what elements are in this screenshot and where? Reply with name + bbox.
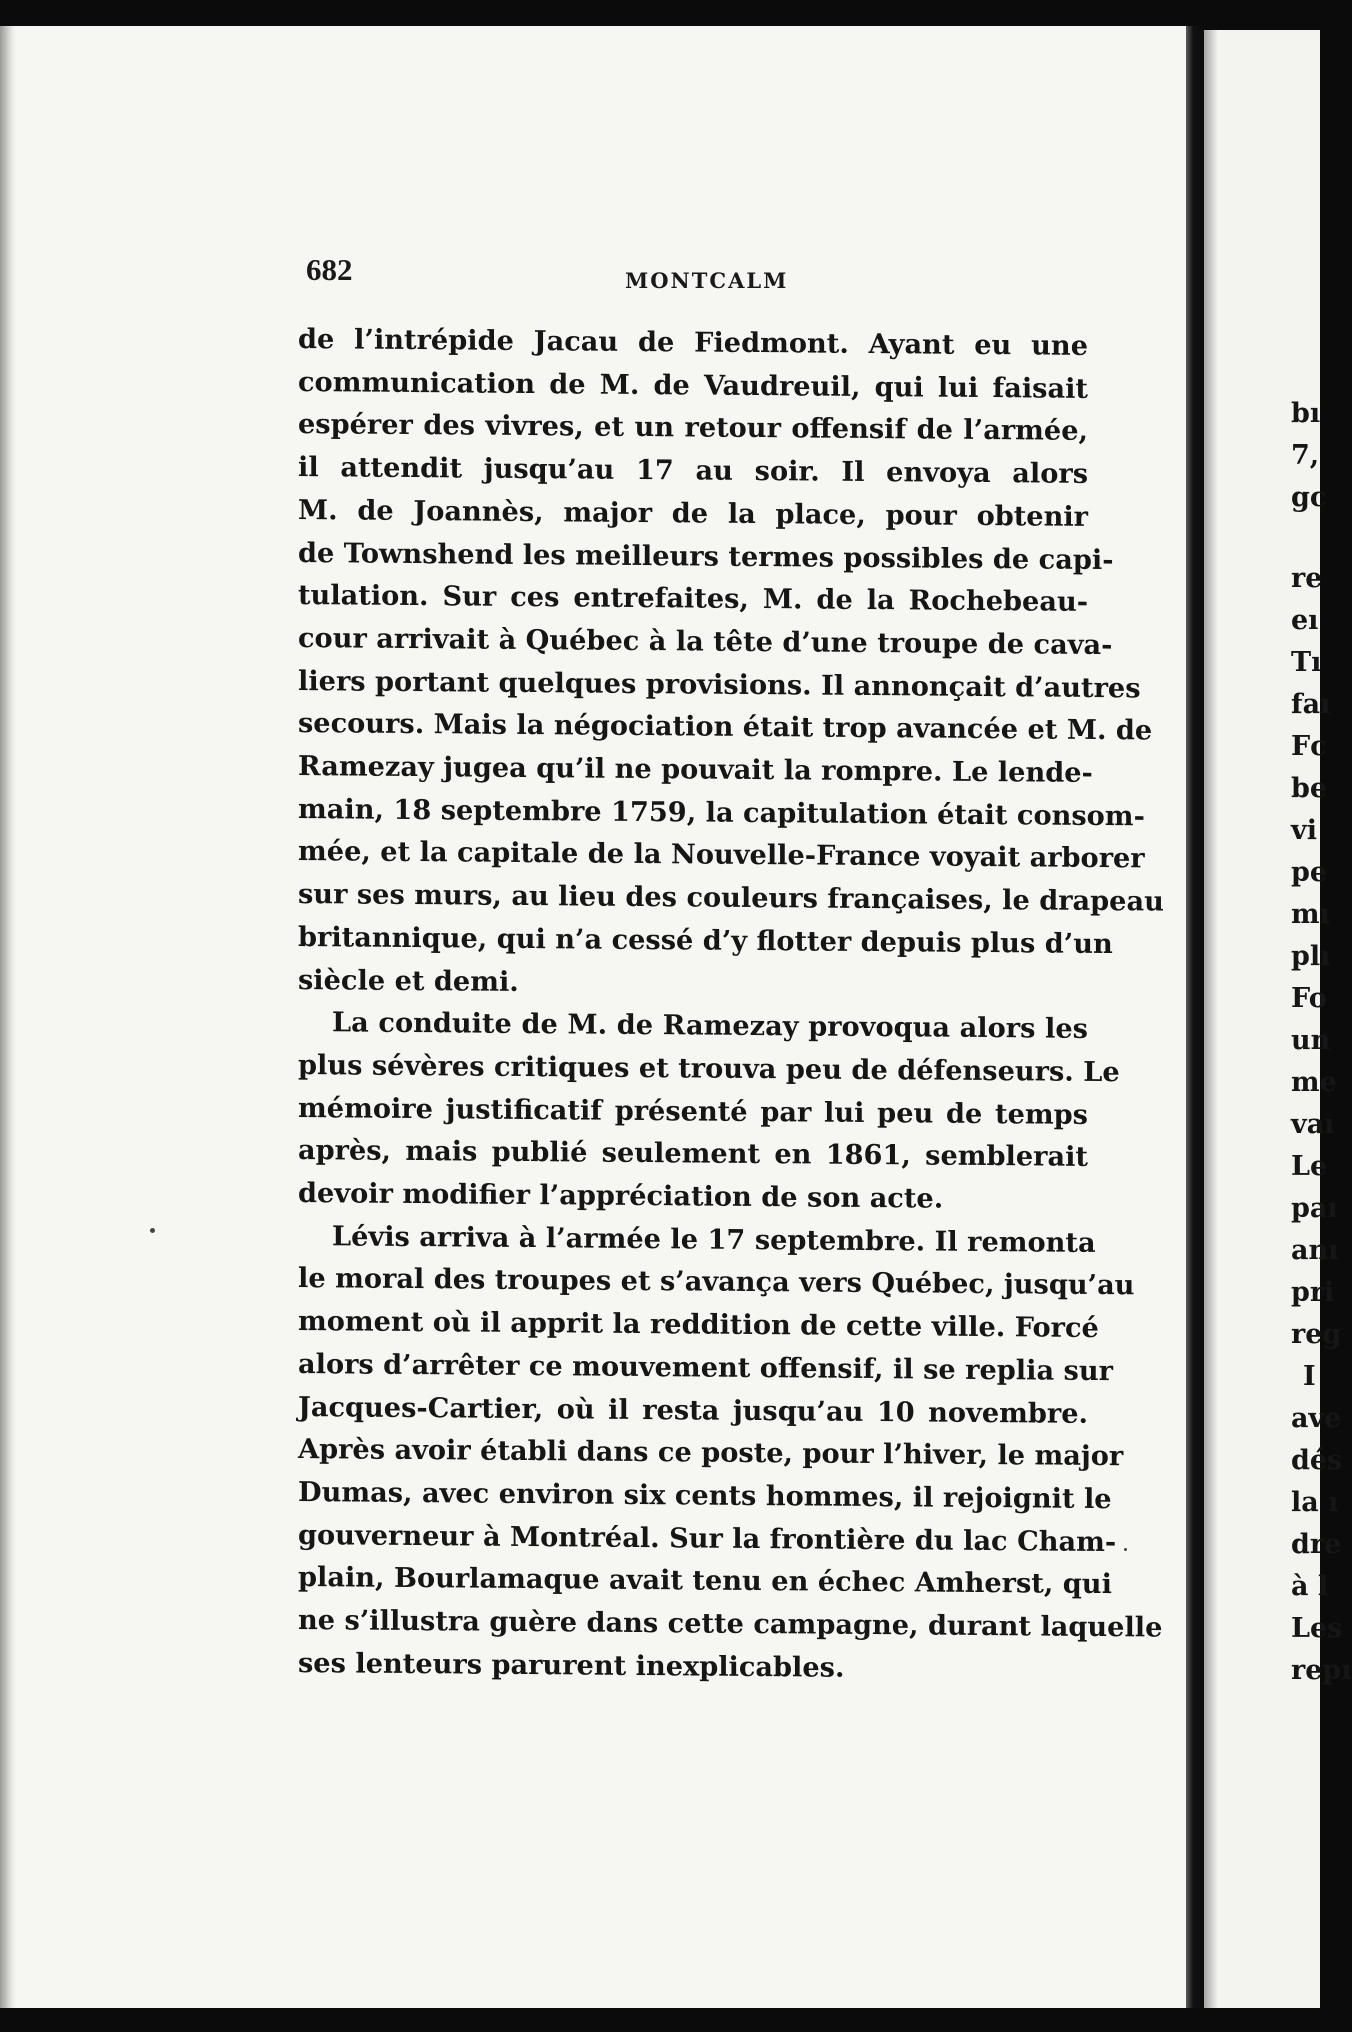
text-line: secours. Mais la négociation était trop avancée et M. de [298, 707, 1153, 747]
fragment: Fo [1291, 983, 1327, 1014]
fragment: gc [1291, 482, 1327, 513]
text-line: Après avoir établi dans ce poste, pour l’hiver, le major [298, 1433, 1124, 1473]
text-line: Ramezay jugea qu’il ne pouvait la rompre. Le lende- [298, 750, 1093, 789]
fragment: I [1303, 1361, 1316, 1392]
fragment: vaı [1291, 1109, 1335, 1140]
fragment: la ı [1291, 1487, 1339, 1518]
text-line: liers portant quelques provisions. Il annonçait d’autres [298, 664, 1141, 704]
paragraph-end-line: ses lenteurs parurent inexplicables. [298, 1646, 845, 1684]
page-edge-shadow [1204, 30, 1218, 2008]
page-number: 682 [306, 252, 353, 287]
body-text [298, 318, 1164, 1691]
paragraph-start-line: La conduite de M. de Ramezay provoqua alors les [332, 1006, 1088, 1046]
fragment: eı [1291, 605, 1319, 636]
text-line: britannique, qui n’a cessé d’y flotter depuis plus d’un [298, 920, 1113, 960]
fragment: un [1291, 1025, 1331, 1056]
fragment: Les [1291, 1613, 1343, 1644]
text-line: Dumas, avec environ six cents hommes, il rejoignit le [298, 1475, 1112, 1516]
text-line: espérer des vivres, et un retour offensif de l’armée, [298, 408, 1088, 448]
fragment: plı [1291, 941, 1331, 972]
fragment: pri [1291, 1277, 1335, 1308]
fragment: faı [1291, 689, 1331, 720]
text-line: de l’intrépide Jacau de Fiedmont. Ayant eu une [298, 323, 1088, 362]
running-head: MONTCALM [625, 268, 789, 293]
fragment: pe [1291, 857, 1328, 888]
fragment: 7, [1291, 440, 1320, 471]
fragment: repı [1291, 1655, 1352, 1686]
fragment: dre [1291, 1529, 1342, 1560]
fragment: reg [1291, 1319, 1342, 1350]
page-edge-shadow [0, 26, 16, 2008]
fragment: Le [1291, 1151, 1328, 1182]
text-line: communication de M. de Vaudreuil, qui lui faisait [298, 365, 1088, 405]
text-line: Jacques-Cartier, où il resta jusqu’au 10 novembre. [298, 1390, 1088, 1430]
text-line: mée, et la capitale de la Nouvelle-France voyait arborer [298, 835, 1145, 875]
fragment: Fc [1291, 731, 1327, 762]
fragment: bı [1291, 398, 1321, 429]
fragment: à l [1291, 1571, 1329, 1602]
scan-speck [150, 1228, 155, 1233]
fragment: dés [1291, 1445, 1343, 1476]
text-line: ne s’illustra guère dans cette campagne, durant laquelle [298, 1604, 1163, 1644]
scan-speck [1124, 1548, 1127, 1551]
book-gutter [1186, 26, 1204, 2008]
fragment: re [1291, 563, 1323, 594]
text-line: plain, Bourlamaque avait tenu en échec Amherst, qui [298, 1561, 1112, 1601]
text-line: plus sévères critiques et trouva peu de défenseurs. Le [298, 1048, 1120, 1089]
text-line: il attendit jusqu’au 17 au soir. Il envoya alors [298, 451, 1088, 491]
fragment: mı [1291, 899, 1330, 930]
fragment: be [1291, 773, 1328, 804]
fragment: paı [1291, 1193, 1338, 1224]
text-line: cour arrivait à Québec à la tête d’une troupe de cava- [298, 621, 1113, 662]
text-line: de Townshend les meilleurs termes possibles de capi- [298, 536, 1114, 576]
fragment: vi [1291, 815, 1317, 846]
fragment: anı [1291, 1235, 1339, 1266]
paragraph-end-line: devoir modifier l’appréciation de son acte. [298, 1177, 944, 1215]
fragment: ave [1291, 1403, 1342, 1434]
fragment: Tı [1291, 647, 1322, 678]
text-line: alors d’arrêter ce mouvement offensif, il se replia sur [298, 1347, 1113, 1387]
text-line: main, 18 septembre 1759, la capitulation était consom- [298, 792, 1145, 833]
fragment: me [1291, 1067, 1337, 1098]
paragraph-start-line: Lévis arriva à l’armée le 17 septembre. Il remonta [332, 1220, 1096, 1259]
text-line: moment où il apprit la reddition de cette ville. Forcé [298, 1305, 1099, 1345]
text-line: mémoire justificatif présenté par lui peu de temps [298, 1091, 1088, 1131]
paragraph-end-line: siècle et demi. [298, 963, 519, 998]
text-line: le moral des troupes et s’avança vers Québec, jusqu’au [298, 1262, 1135, 1302]
text-line: sur ses murs, au lieu des couleurs françaises, le drapeau [298, 878, 1164, 918]
text-line: gouverneur à Montréal. Sur la frontière du lac Cham- [298, 1518, 1117, 1558]
text-line: M. de Joannès, major de la place, pour obtenir [298, 493, 1088, 533]
text-line: après, mais publié seulement en 1861, semblerait [298, 1134, 1088, 1174]
text-line: tulation. Sur ces entrefaites, M. de la Rochebeau- [298, 579, 1088, 619]
